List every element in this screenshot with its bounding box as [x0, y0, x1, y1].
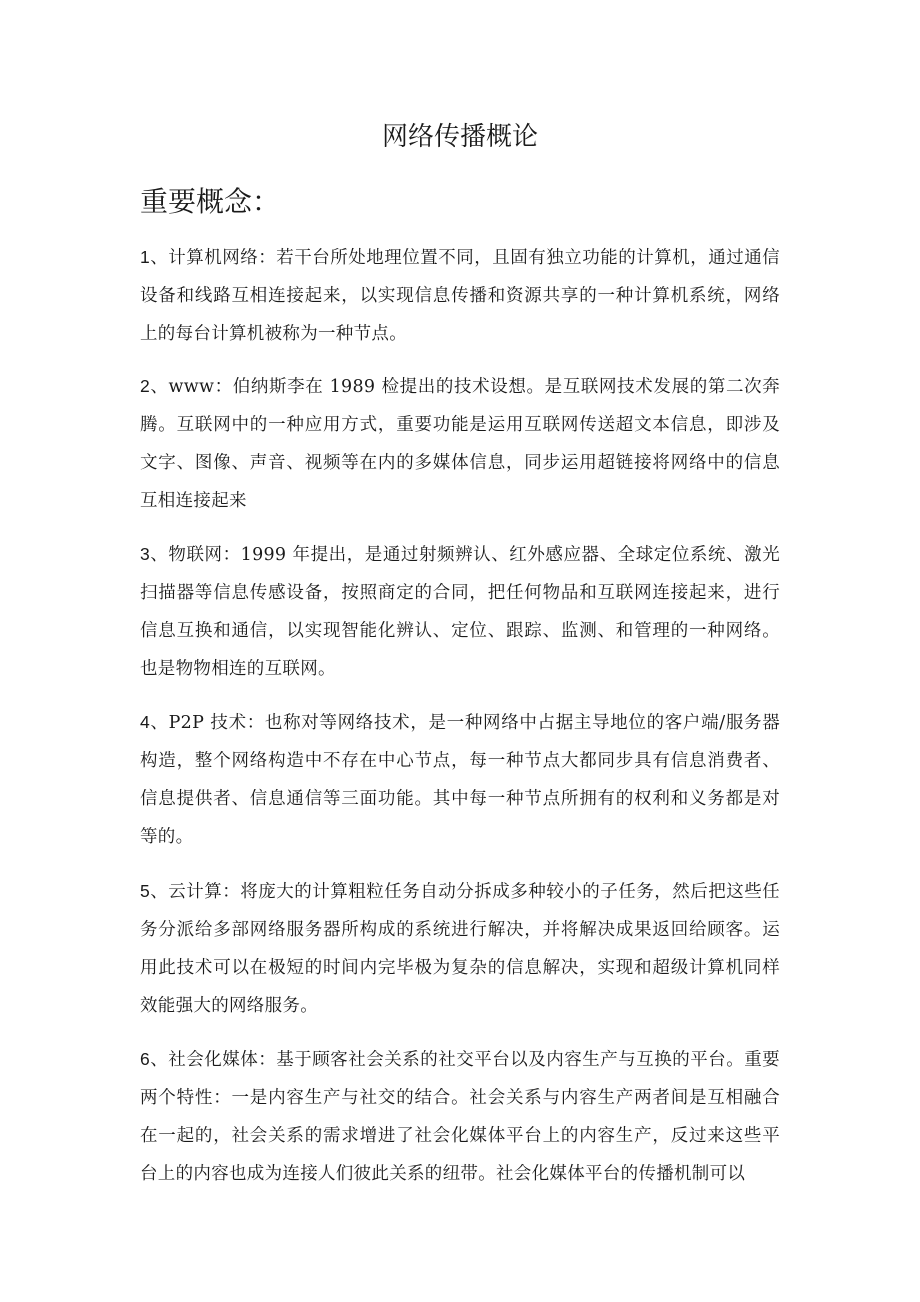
entry-number: 5、	[140, 881, 169, 901]
entry-number: 3、	[140, 544, 169, 564]
concept-entry-computer-network	[140, 238, 780, 353]
entry-number: 4、	[140, 712, 169, 732]
section-heading: 重要概念：	[140, 185, 281, 218]
entry-text: 物联网：1999 年提出，是通过射频辨认、红外感应器、全球定位系统、激光扫描器等信息传感设备，按照商定的合同，把任何物品和互联网连接起来，进行信息互换和通信，以实现智能化辨认、定位、跟踪、监测、和管理的一种网络。也是物物相连的互联网。	[140, 545, 780, 679]
concept-entry-social-media	[140, 1040, 780, 1193]
concept-entry-p2p	[140, 703, 780, 856]
concept-entry-iot	[140, 535, 780, 688]
entry-text: www：伯纳斯李在 1989 检提出的技术设想。是互联网技术发展的第二次奔腾。互联网中的一种应用方式，重要功能是运用互联网传送超文本信息，即涉及文字、图像、声音、视频等在内的多媒体信息，同步运用超链接将网络中的信息互相连接起来	[140, 377, 780, 511]
entry-text: 云计算：将庞大的计算粗粒任务自动分拆成多种较小的子任务，然后把这些任务分派给多部网络服务器所构成的系统进行解决，并将解决成果返回给顾客。运用此技术可以在极短的时间内完毕极为复杂的信息解决，实现和超级计算机同样效能强大的网络服务。	[140, 882, 780, 1016]
entry-number: 2、	[140, 376, 169, 396]
entry-text: 计算机网络：若干台所处地理位置不同，且固有独立功能的计算机，通过通信设备和线路互相连接起来，以实现信息传播和资源共享的一种计算机系统，网络上的每台计算机被称为一种节点。	[140, 248, 780, 344]
entry-number: 1、	[140, 247, 169, 267]
entry-text: P2P 技术：也称对等网络技术，是一种网络中占据主导地位的客户端/服务器构造，整个网络构造中不存在中心节点，每一种节点大都同步具有信息消费者、信息提供者、信息通信等三面功能。其中每一种节点所拥有的权利和义务都是对等的。	[140, 713, 780, 847]
concept-entry-www	[140, 367, 780, 520]
document-title: 网络传播概论	[381, 122, 538, 152]
entry-number: 6、	[140, 1049, 169, 1069]
entry-text: 社会化媒体：基于顾客社会关系的社交平台以及内容生产与互换的平台。重要两个特性：一是内容生产与社交的结合。社会关系与内容生产两者间是互相融合在一起的，社会关系的需求增进了社会化媒体平台上的内容生产，反过来这些平台上的内容也成为连接人们彼此关系的纽带。社会化媒体平台的传播机制可以	[140, 1050, 780, 1184]
concept-entry-cloud-computing	[140, 872, 780, 1025]
